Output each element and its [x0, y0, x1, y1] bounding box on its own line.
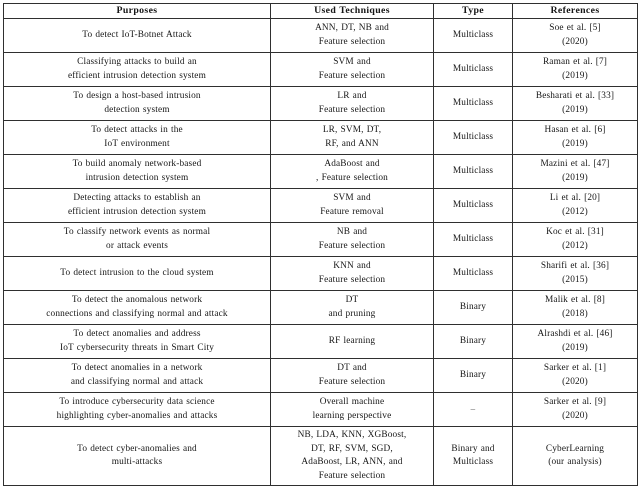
cell-type [434, 223, 513, 257]
cell-reference-line: CyberLearning [545, 443, 605, 454]
cell-type [434, 257, 513, 291]
cell-reference-line: (2019) [562, 70, 588, 81]
table-row [4, 19, 638, 53]
cell-reference-line: (2015) [562, 274, 588, 285]
cell-used-techniques-line: Feature selection [318, 104, 386, 115]
cell-type-line: – [470, 403, 476, 414]
cell-reference-line: (our analysis) [548, 457, 602, 467]
cell-used-techniques-line: Feature removal [320, 206, 384, 217]
cell-used-techniques [271, 19, 434, 53]
cell-purpose [4, 359, 271, 393]
cell-purpose-line: and classifying normal and attack [70, 376, 204, 387]
cell-purpose-line: efficient intrusion detection system [68, 206, 206, 217]
cell-reference-line: Besharati et al. [33] [535, 91, 615, 101]
cell-purpose-line: connections and classifying normal and attack [46, 308, 228, 319]
cell-used-techniques-line: KNN and [333, 261, 371, 271]
cell-type-line: Multiclass [452, 165, 494, 176]
cell-purpose-line: IoT cybersecurity threats in Smart City [59, 342, 215, 353]
cell-reference-line: (2020) [562, 36, 588, 47]
cell-used-techniques-line: Feature selection [318, 274, 386, 285]
cell-purpose-line: To build anomaly network-based [72, 159, 202, 169]
cell-reference [513, 359, 638, 393]
cell-used-techniques-line: and pruning [328, 308, 376, 319]
cell-purpose-line: To detect anomalies and address [73, 329, 201, 339]
column-header-type: Type [434, 4, 513, 19]
cell-purpose [4, 87, 271, 121]
cell-reference-line: (2019) [562, 138, 588, 149]
cell-purpose-line: Detecting attacks to establish an [73, 193, 201, 203]
cell-used-techniques-line: Overall machine [319, 397, 385, 407]
cell-type [434, 189, 513, 223]
cell-reference [513, 19, 638, 53]
cell-purpose-line: To detect cyber-anomalies and [77, 443, 197, 454]
table-header [4, 4, 638, 19]
cell-used-techniques [271, 223, 434, 257]
cell-used-techniques-line: RF, and ANN [325, 138, 379, 149]
cell-reference-line: Raman et al. [7] [542, 57, 608, 67]
column-header-purposes: Purposes [4, 4, 271, 19]
cell-type-line: Binary [459, 301, 487, 312]
cell-used-techniques-line: Feature selection [318, 36, 386, 47]
cell-used-techniques [271, 393, 434, 427]
cell-reference-line: (2020) [562, 410, 588, 421]
cell-purpose-line: IoT environment [104, 138, 170, 149]
cell-reference [513, 87, 638, 121]
cell-reference-line: Sarker et al. [1] [543, 363, 607, 373]
cell-purpose-line: To detect anomalies in a network [71, 363, 203, 373]
cell-purpose-line: intrusion detection system [85, 172, 189, 183]
cell-purpose-line: highlighting cyber-anomalies and attacks [56, 410, 218, 421]
cell-type-line: Binary and [451, 443, 495, 454]
cell-reference-line: Alrashdi et al. [46] [537, 329, 613, 339]
table-row [4, 257, 638, 291]
cell-used-techniques-line: Feature selection [318, 470, 386, 481]
table-row [4, 155, 638, 189]
cell-used-techniques-line: Feature selection [318, 376, 386, 387]
cell-type [434, 53, 513, 87]
comparison-table [3, 3, 638, 486]
cell-purpose-line: detection system [104, 104, 170, 115]
cell-purpose [4, 155, 271, 189]
cell-purpose [4, 53, 271, 87]
cell-reference [513, 291, 638, 325]
cell-used-techniques-line: AdaBoost, LR, ANN, and [301, 457, 403, 467]
cell-type-line: Binary [459, 369, 487, 380]
cell-used-techniques-line: SVM and [333, 57, 371, 67]
cell-type-line: Multiclass [452, 457, 494, 467]
cell-reference [513, 53, 638, 87]
cell-purpose-line: efficient intrusion detection system [68, 70, 206, 81]
cell-purpose-line: To detect the anomalous network [71, 295, 203, 305]
cell-used-techniques-line: DT [345, 295, 359, 305]
cell-used-techniques-line: learning perspective [312, 410, 392, 421]
cell-used-techniques [271, 325, 434, 359]
table-row [4, 223, 638, 257]
cell-type [434, 155, 513, 189]
cell-used-techniques-line: NB and [336, 227, 368, 237]
cell-reference-line: Sarker et al. [9] [543, 397, 607, 407]
cell-reference-line: Koc et al. [31] [546, 227, 604, 237]
cell-reference-line: Li et al. [20] [549, 193, 601, 203]
cell-purpose-line: To design a host-based intrusion [73, 91, 201, 101]
cell-reference-line: (2012) [562, 206, 588, 217]
cell-reference-line: (2019) [562, 172, 588, 183]
cell-type [434, 359, 513, 393]
table-row [4, 121, 638, 155]
cell-type [434, 325, 513, 359]
cell-used-techniques-line: LR, SVM, DT, [322, 125, 382, 135]
cell-reference [513, 325, 638, 359]
cell-purpose [4, 223, 271, 257]
cell-used-techniques [271, 53, 434, 87]
cell-used-techniques [271, 155, 434, 189]
cell-type-line: Multiclass [452, 267, 494, 278]
cell-used-techniques-line: DT, RF, SVM, SGD, [311, 443, 393, 454]
cell-used-techniques [271, 87, 434, 121]
cell-type-line: Binary [459, 335, 487, 346]
column-header-used-techniques: Used Techniques [271, 4, 434, 19]
cell-purpose [4, 189, 271, 223]
cell-reference-line: Malik et al. [8] [545, 295, 605, 305]
cell-type-line: Multiclass [452, 97, 494, 108]
table-row [4, 53, 638, 87]
cell-purpose-line: To introduce cybersecurity data science [59, 397, 215, 407]
cell-reference [513, 121, 638, 155]
cell-purpose-line: or attack events [106, 240, 168, 251]
cell-used-techniques [271, 427, 434, 486]
table-body [4, 19, 638, 486]
cell-reference-line: (2012) [562, 240, 588, 251]
cell-type-line: Multiclass [452, 131, 494, 142]
cell-reference [513, 393, 638, 427]
table-row [4, 427, 638, 486]
cell-used-techniques-line: ANN, DT, NB and [315, 23, 389, 33]
cell-reference [513, 427, 638, 486]
cell-purpose [4, 291, 271, 325]
cell-purpose-line: multi-attacks [111, 457, 163, 467]
cell-used-techniques-line: SVM and [333, 193, 371, 203]
cell-used-techniques [271, 189, 434, 223]
cell-reference-line: (2019) [562, 342, 588, 353]
cell-type-line: Multiclass [452, 233, 494, 244]
cell-used-techniques [271, 257, 434, 291]
cell-type [434, 87, 513, 121]
cell-purpose [4, 19, 271, 53]
cell-reference-line: (2020) [562, 376, 588, 387]
cell-type [434, 19, 513, 53]
table-row [4, 359, 638, 393]
cell-purpose [4, 257, 271, 291]
cell-reference-line: Hasan et al. [6] [544, 125, 606, 135]
cell-type [434, 427, 513, 486]
cell-purpose [4, 121, 271, 155]
cell-purpose [4, 325, 271, 359]
cell-used-techniques-line: Feature selection [318, 70, 386, 81]
cell-used-techniques [271, 121, 434, 155]
cell-type [434, 393, 513, 427]
table-row [4, 325, 638, 359]
cell-used-techniques-line: , Feature selection [316, 172, 388, 183]
cell-used-techniques [271, 359, 434, 393]
table-row [4, 291, 638, 325]
cell-purpose-line: To detect intrusion to the cloud system [60, 267, 214, 278]
cell-purpose-line: To classify network events as normal [63, 227, 211, 237]
cell-type [434, 291, 513, 325]
cell-used-techniques-line: AdaBoost and [324, 159, 380, 169]
table-header-row [4, 4, 638, 19]
cell-type [434, 121, 513, 155]
cell-used-techniques-line: LR and [337, 91, 367, 101]
cell-reference [513, 223, 638, 257]
cell-reference-line: Mazini et al. [47] [540, 159, 610, 169]
table-row [4, 393, 638, 427]
cell-reference [513, 189, 638, 223]
cell-reference-line: Soe et al. [5] [549, 23, 601, 33]
cell-reference-line: Sharifi et al. [36] [540, 261, 610, 271]
cell-purpose-line: Classifying attacks to build an [77, 57, 197, 67]
cell-used-techniques-line: RF learning [328, 335, 376, 346]
cell-reference [513, 155, 638, 189]
cell-used-techniques-line: DT and [337, 363, 367, 373]
cell-used-techniques [271, 291, 434, 325]
cell-purpose [4, 393, 271, 427]
cell-type-line: Multiclass [452, 63, 494, 74]
cell-type-line: Multiclass [452, 199, 494, 210]
table-row [4, 87, 638, 121]
table-row [4, 189, 638, 223]
cell-reference-line: (2019) [562, 104, 588, 115]
column-header-references: References [513, 4, 638, 19]
cell-type-line: Multiclass [452, 29, 494, 40]
cell-used-techniques-line: NB, LDA, KNN, XGBoost, [297, 430, 407, 440]
cell-purpose [4, 427, 271, 486]
cell-reference-line: (2018) [562, 308, 588, 319]
cell-reference [513, 257, 638, 291]
cell-purpose-line: To detect attacks in the [91, 125, 183, 135]
cell-used-techniques-line: Feature selection [318, 240, 386, 251]
cell-purpose-line: To detect IoT-Botnet Attack [82, 29, 192, 40]
